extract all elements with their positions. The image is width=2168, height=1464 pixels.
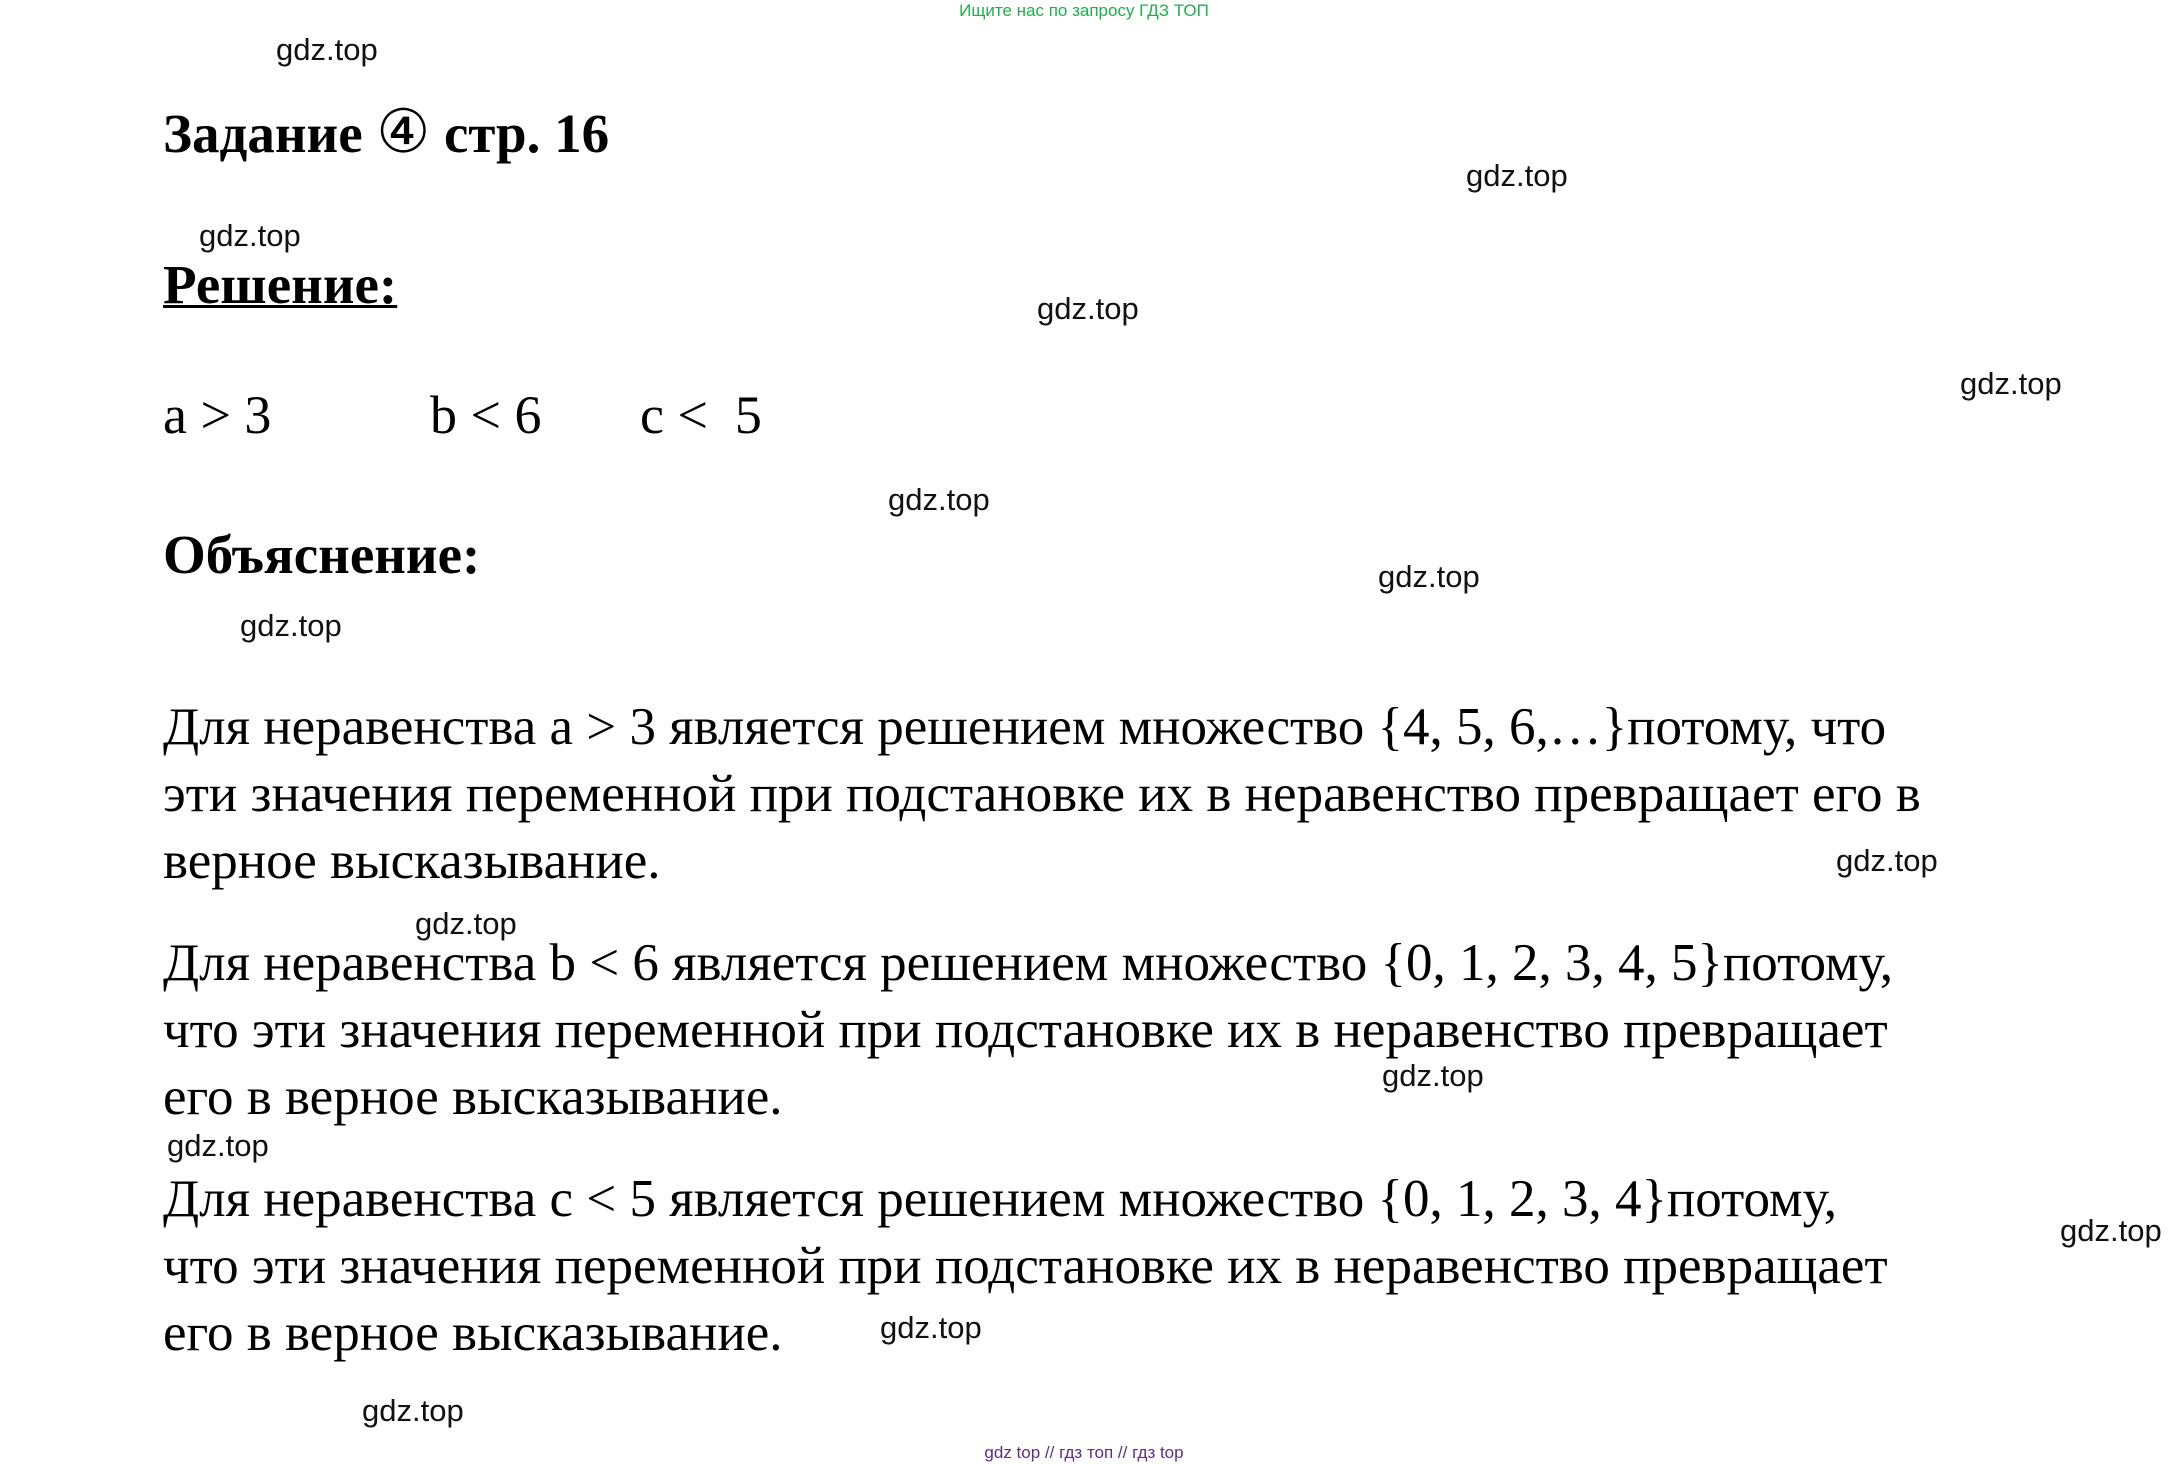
explanation-paragraph-a xyxy=(163,694,2123,895)
paragraph-line: что эти значения переменной при подстановке их в неравенство превращает xyxy=(163,1237,1888,1295)
watermark: gdz.top xyxy=(888,482,990,517)
paragraph-line: что эти значения переменной при подстановке их в неравенство превращает xyxy=(163,1001,1888,1059)
top-banner: Ищите нас по запросу ГДЗ ТОП xyxy=(959,1,1209,20)
watermark: gdz.top xyxy=(1836,843,1938,878)
watermark: gdz.top xyxy=(1466,158,1568,193)
paragraph-line: его в верное высказывание. xyxy=(163,1068,783,1126)
explanation-paragraph-b xyxy=(163,930,2123,1131)
watermark: gdz.top xyxy=(167,1128,269,1163)
paragraph-line: Для неравенства c < 5 является решением множество {0, 1, 2, 3, 4}потому, xyxy=(163,1170,1838,1228)
watermark: gdz.top xyxy=(362,1393,464,1428)
task-title xyxy=(163,92,609,174)
explanation-paragraph-c xyxy=(163,1166,2123,1367)
watermark: gdz.top xyxy=(2060,1213,2162,1248)
paragraph-line: Для неравенства a > 3 является решением множество {4, 5, 6,…}потому, что xyxy=(163,698,1887,756)
task-title-page: стр. 16 xyxy=(443,103,610,164)
watermark: gdz.top xyxy=(1037,291,1139,326)
inequality-a: a > 3 xyxy=(163,385,272,445)
paragraph-line: верное высказывание. xyxy=(163,832,661,890)
task-number-circled: ④ xyxy=(376,97,431,167)
watermark: gdz.top xyxy=(1382,1058,1484,1093)
watermark: gdz.top xyxy=(1960,366,2062,401)
inequality-c: c < 5 xyxy=(640,385,762,445)
watermark: gdz.top xyxy=(1378,559,1480,594)
watermark: gdz.top xyxy=(240,608,342,643)
footer-links: gdz top // гдз топ // гдз top xyxy=(984,1443,1184,1462)
explanation-heading: Объяснение: xyxy=(163,524,481,585)
watermark: gdz.top xyxy=(276,32,378,67)
watermark: gdz.top xyxy=(199,218,301,253)
paragraph-line: эти значения переменной при подстановке их в неравенство превращает его в xyxy=(163,765,1921,823)
solution-heading: Решение: xyxy=(163,254,398,315)
paragraph-line: его в верное высказывание. xyxy=(163,1304,783,1362)
paragraph-line: Для неравенства b < 6 является решением множество {0, 1, 2, 3, 4, 5}потому, xyxy=(163,934,1894,992)
task-title-prefix: Задание xyxy=(163,103,363,164)
watermark: gdz.top xyxy=(415,906,517,941)
inequality-b: b < 6 xyxy=(430,385,542,445)
watermark: gdz.top xyxy=(880,1310,982,1345)
